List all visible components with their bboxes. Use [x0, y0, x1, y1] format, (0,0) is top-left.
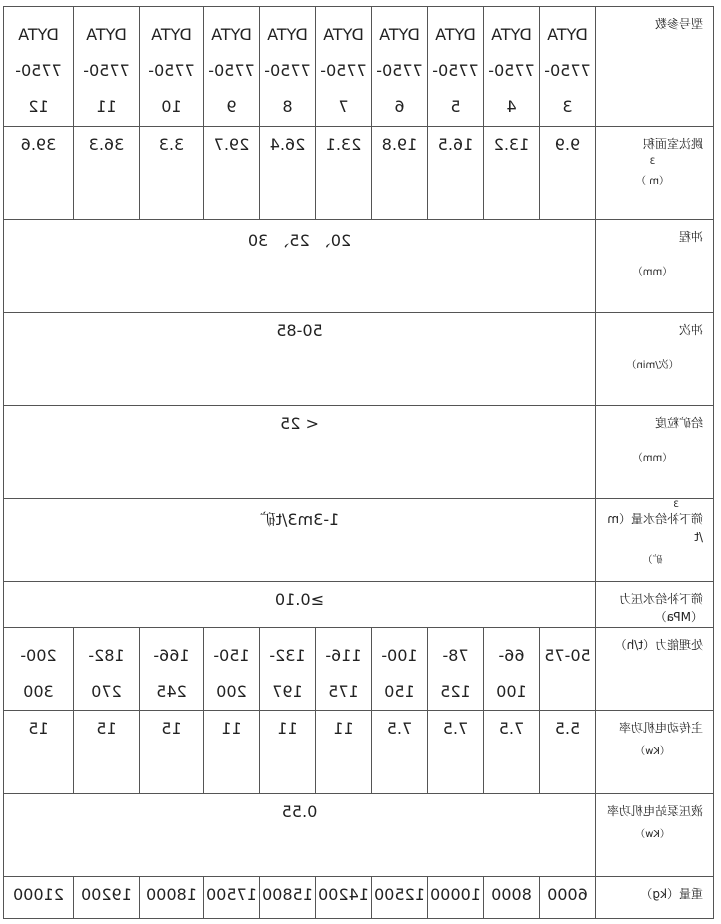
- area-cell: 23.1: [316, 127, 372, 220]
- row-weight: [4, 877, 714, 919]
- capacity-cell: 50-75: [540, 628, 596, 711]
- row-pump: [4, 794, 714, 877]
- model-cell: DYTA 7750- 8: [260, 7, 316, 127]
- area-cell: 13.2: [484, 127, 540, 220]
- spec-table: [3, 6, 714, 919]
- motor-cell: 11: [316, 711, 372, 794]
- label-weight: 重量（kg）: [596, 877, 714, 919]
- area-cell: 19.8: [372, 127, 428, 220]
- weight-cell: 21000: [4, 877, 74, 919]
- label-pump: 液压泵站电机功率 （Kw）: [596, 794, 714, 877]
- motor-cell: 11: [204, 711, 260, 794]
- area-cell: 3.3: [140, 127, 204, 220]
- area-cell: 36.3: [74, 127, 140, 220]
- label-size: 给矿粒度 （mm）: [596, 406, 714, 499]
- size-value: < 25: [4, 406, 596, 499]
- motor-cell: 7.5: [372, 711, 428, 794]
- row-stroke: [4, 220, 714, 313]
- motor-cell: 11: [260, 711, 316, 794]
- capacity-cell: 66- 100: [484, 628, 540, 711]
- label-frequency: 冲次 （次/min）: [596, 313, 714, 406]
- model-cell: DYTA 7750- 5: [428, 7, 484, 127]
- weight-cell: 8000: [484, 877, 540, 919]
- frequency-value: 50-85: [4, 313, 596, 406]
- motor-cell: 15: [74, 711, 140, 794]
- weight-cell: 12500: [372, 877, 428, 919]
- weight-cell: 19200: [74, 877, 140, 919]
- row-pressure: [4, 582, 714, 628]
- label-capacity: 处理能力（t/h）: [596, 628, 714, 711]
- area-cell: 16.5: [428, 127, 484, 220]
- row-capacity: [4, 628, 714, 711]
- label-stroke: 冲程 （mm）: [596, 220, 714, 313]
- capacity-cell: 132- 197: [260, 628, 316, 711]
- motor-cell: 7.5: [428, 711, 484, 794]
- label-area: 跳汰室面积 3 （m ）: [596, 127, 714, 220]
- model-cell: DYTA 7750- 11: [74, 7, 140, 127]
- label-motor: 主传动电机功率 （Kw）: [596, 711, 714, 794]
- weight-cell: 14200: [316, 877, 372, 919]
- water-value: 1-3m3/t矿: [4, 499, 596, 582]
- label-model: 型号参数: [596, 7, 714, 127]
- model-cell: DYTA 7750- 3: [540, 7, 596, 127]
- stroke-value: 20、 25、 30: [4, 220, 596, 313]
- row-water: [4, 499, 714, 582]
- pressure-value: ≥0.10: [4, 582, 596, 628]
- model-cell: DYTA 7750- 7: [316, 7, 372, 127]
- row-area: [4, 127, 714, 220]
- model-cell: DYTA 7750- 6: [372, 7, 428, 127]
- model-cell: DYTA 7750- 4: [484, 7, 540, 127]
- capacity-cell: 150- 200: [204, 628, 260, 711]
- label-pressure: 筛下补给水压力（MPa）: [596, 582, 714, 628]
- motor-cell: 15: [4, 711, 74, 794]
- motor-cell: 5.5: [540, 711, 596, 794]
- capacity-cell: 78- 125: [428, 628, 484, 711]
- model-cell: DYTA 7750- 12: [4, 7, 74, 127]
- area-cell: 29.7: [204, 127, 260, 220]
- model-cell: DYTA 7750- 10: [140, 7, 204, 127]
- capacity-cell: 100- 150: [372, 628, 428, 711]
- weight-cell: 17500: [204, 877, 260, 919]
- motor-cell: 7.5: [484, 711, 540, 794]
- model-cell: DYTA 7750- 9: [204, 7, 260, 127]
- row-model: [4, 7, 714, 127]
- row-motor: [4, 711, 714, 794]
- area-cell: 39.6: [4, 127, 74, 220]
- capacity-cell: 182- 270: [74, 628, 140, 711]
- weight-cell: 10000: [428, 877, 484, 919]
- area-cell: 9.9: [540, 127, 596, 220]
- motor-cell: 15: [140, 711, 204, 794]
- weight-cell: 6000: [540, 877, 596, 919]
- weight-cell: 18000: [140, 877, 204, 919]
- area-cell: 26.4: [260, 127, 316, 220]
- label-water: 3 筛下补给水量（m /t 矿）: [596, 499, 714, 582]
- pump-value: 0.55: [4, 794, 596, 877]
- row-frequency: [4, 313, 714, 406]
- capacity-cell: 200- 300: [4, 628, 74, 711]
- capacity-cell: 166- 245: [140, 628, 204, 711]
- row-size: [4, 406, 714, 499]
- weight-cell: 15800: [260, 877, 316, 919]
- capacity-cell: 116- 175: [316, 628, 372, 711]
